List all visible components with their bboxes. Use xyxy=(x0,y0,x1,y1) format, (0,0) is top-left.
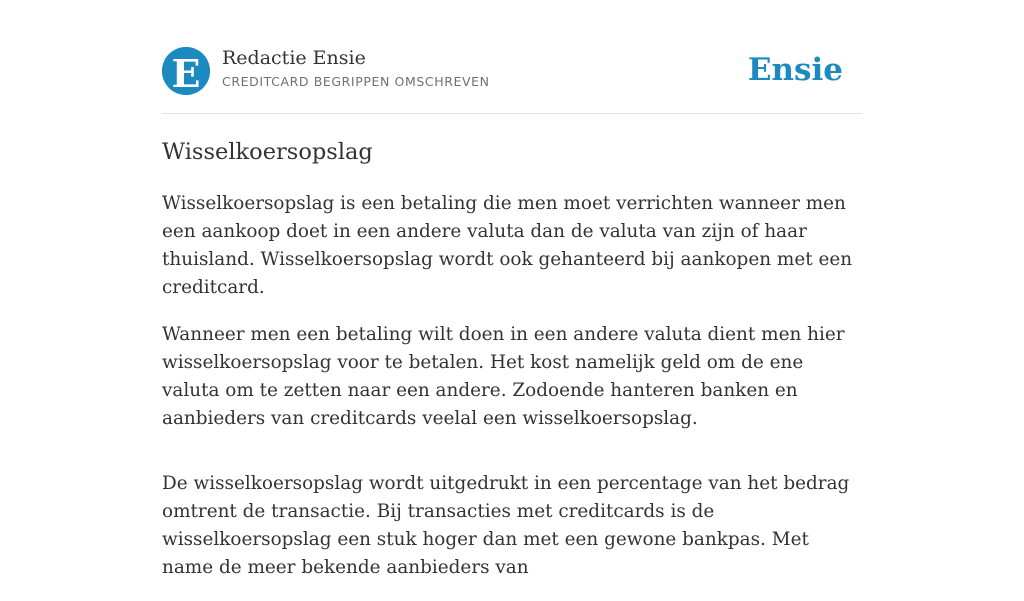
article-header xyxy=(162,46,862,96)
article-body xyxy=(162,190,862,601)
ensie-logo-icon[interactable] xyxy=(162,47,210,95)
paragraph-1: Wisselkoersopslag is een betaling die men moet verrichten wanneer men een aankoop doet in een andere valuta dan de valuta van zijn of haar thuisland. Wisselkoersopslag wordt ook gehanteerd bij aankopen met een creditcard. xyxy=(162,193,853,298)
header-divider xyxy=(162,113,862,114)
author-name[interactable]: Redactie Ensie xyxy=(222,47,366,69)
paragraph-3: De wisselkoersopslag wordt uitgedrukt in een percentage van het bedrag omtrent de transactie. Bij transacties met creditcards is de wisselkoersopslag een stuk hoger dan met een gewone bankpas. Met name de meer bekende aanbieders van xyxy=(162,473,850,578)
brand-logo[interactable]: Ensie xyxy=(747,52,843,88)
paragraph-2: Wanneer men een betaling wilt doen in een andere valuta dient men hier wisselkoersopslag voor te betalen. Het kost namelijk geld om de ene valuta om te zetten naar een andere. Zodoende hanteren banken en aanbieders van creditcards veelal een wisselkoersopslag. xyxy=(162,324,845,429)
article-title: Wisselkoersopslag xyxy=(162,139,373,165)
category-label[interactable]: CREDITCARD BEGRIPPEN OMSCHREVEN xyxy=(222,74,490,89)
logo-letter: E xyxy=(171,51,201,96)
